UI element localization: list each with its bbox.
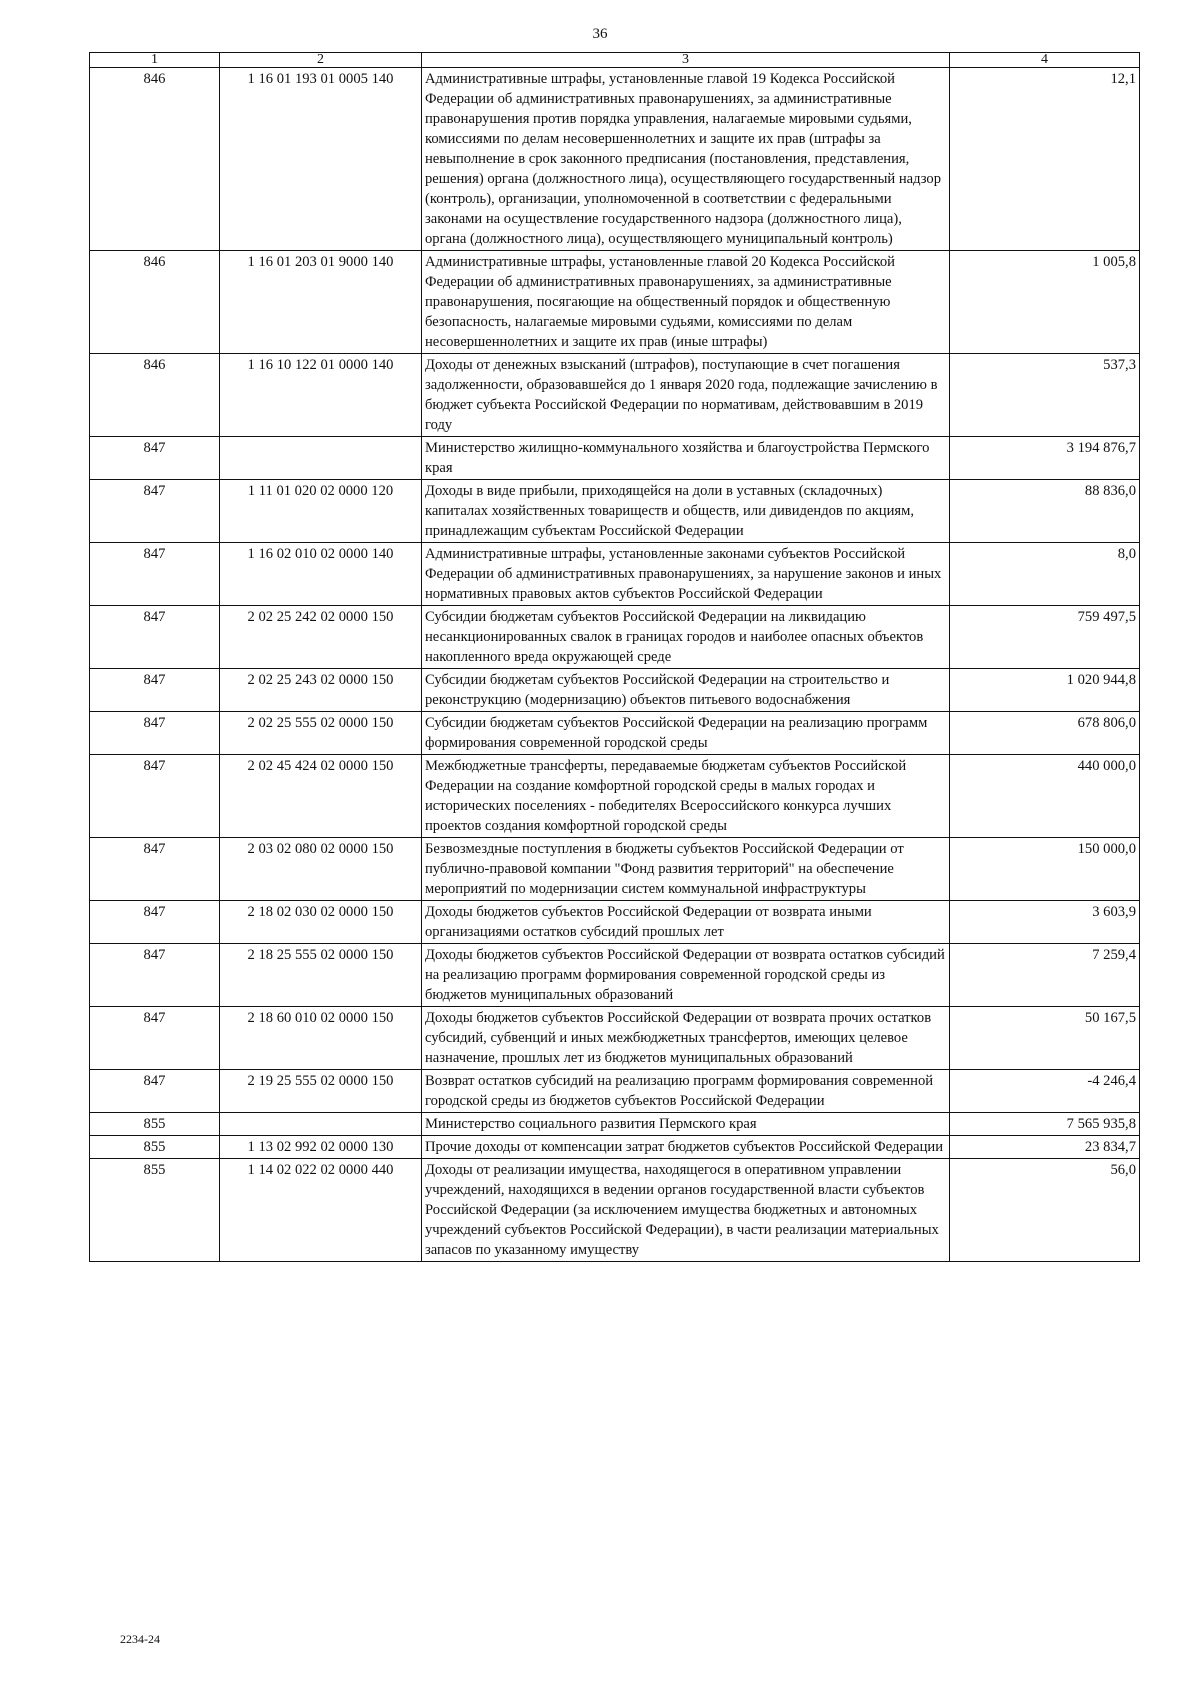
table-row	[90, 1070, 1140, 1113]
table-row	[90, 68, 1140, 251]
table-row	[90, 437, 1140, 480]
revenue-code-cell: 1 16 10 122 01 0000 140	[220, 354, 422, 437]
revenue-name-cell: Безвозмездные поступления в бюджеты субъектов Российской Федерации от публично-правовой компании "Фонд развития территорий" на обеспечение мероприятий по модернизации систем коммунальной инфраструктуры	[422, 838, 950, 901]
amount-cell: 150 000,0	[950, 838, 1140, 901]
admin-code-cell: 847	[90, 944, 220, 1007]
amount-cell: -4 246,4	[950, 1070, 1140, 1113]
table-row	[90, 606, 1140, 669]
revenue-code-cell: 1 16 01 193 01 0005 140	[220, 68, 422, 251]
amount-cell: 8,0	[950, 543, 1140, 606]
revenue-name-cell: Межбюджетные трансферты, передаваемые бюджетам субъектов Российской Федерации на создание комфортной городской среды в малых городах и исторических поселениях - победителях Всероссийского конкурса лучших проектов создания комфортной городской среды	[422, 755, 950, 838]
document-footer-code: 2234-24	[120, 1632, 160, 1646]
amount-cell: 50 167,5	[950, 1007, 1140, 1070]
revenue-name-cell: Доходы бюджетов субъектов Российской Федерации от возврата иными организациями остатков субсидий прошлых лет	[422, 901, 950, 944]
table-row	[90, 755, 1140, 838]
amount-cell: 3 194 876,7	[950, 437, 1140, 480]
revenue-code-cell: 1 16 01 203 01 9000 140	[220, 251, 422, 354]
admin-code-cell: 847	[90, 901, 220, 944]
amount-cell: 3 603,9	[950, 901, 1140, 944]
revenue-name-cell: Доходы бюджетов субъектов Российской Федерации от возврата остатков субсидий на реализацию программ формирования современной городской среды из бюджетов муниципальных образований	[422, 944, 950, 1007]
revenue-code-cell: 2 19 25 555 02 0000 150	[220, 1070, 422, 1113]
table-row	[90, 838, 1140, 901]
table-header-row	[90, 53, 1140, 68]
revenue-name-cell: Административные штрафы, установленные главой 19 Кодекса Российской Федерации об административных правонарушениях, за административные правонарушения против порядка управления, налагаемые мировыми судьями, комиссиями по делам несовершеннолетних и защите их прав (штрафы за невыполнение в срок законного предписания (постановления, представления, решения) органа (должностного лица), осуществляющего государственный надзор (контроль), организации, уполномоченной в соответствии с федеральными законами на осуществление государственного надзора (должностного лица), органа (должностного лица), осуществляющего муниципальный контроль)	[422, 68, 950, 251]
revenue-code-cell: 2 02 25 242 02 0000 150	[220, 606, 422, 669]
revenue-name-cell: Доходы от денежных взысканий (штрафов), поступающие в счет погашения задолженности, образовавшейся до 1 января 2020 года, подлежащие зачислению в бюджет субъекта Российской Федерации по нормативам, действовавшим в 2019 году	[422, 354, 950, 437]
revenue-code-cell: 2 02 45 424 02 0000 150	[220, 755, 422, 838]
revenue-code-cell: 2 03 02 080 02 0000 150	[220, 838, 422, 901]
amount-cell: 759 497,5	[950, 606, 1140, 669]
table-row	[90, 669, 1140, 712]
revenue-code-cell: 2 02 25 555 02 0000 150	[220, 712, 422, 755]
page-number: 36	[592, 26, 608, 42]
revenue-code-cell	[220, 1113, 422, 1136]
admin-code-cell: 847	[90, 543, 220, 606]
column-header-name: 3	[422, 53, 950, 68]
table-row	[90, 543, 1140, 606]
revenue-code-cell: 1 14 02 022 02 0000 440	[220, 1159, 422, 1262]
admin-code-cell: 846	[90, 68, 220, 251]
revenue-name-cell: Прочие доходы от компенсации затрат бюджетов субъектов Российской Федерации	[422, 1136, 950, 1159]
admin-code-cell: 847	[90, 669, 220, 712]
table-body	[90, 68, 1140, 1262]
amount-cell: 56,0	[950, 1159, 1140, 1262]
column-header-admin: 1	[90, 53, 220, 68]
table-row	[90, 1159, 1140, 1262]
admin-code-cell: 847	[90, 480, 220, 543]
table-row	[90, 901, 1140, 944]
revenue-code-cell: 2 18 25 555 02 0000 150	[220, 944, 422, 1007]
revenue-code-cell: 2 02 25 243 02 0000 150	[220, 669, 422, 712]
admin-code-cell: 847	[90, 712, 220, 755]
amount-cell: 537,3	[950, 354, 1140, 437]
admin-code-cell: 847	[90, 437, 220, 480]
revenue-code-cell: 1 13 02 992 02 0000 130	[220, 1136, 422, 1159]
amount-cell: 1 020 944,8	[950, 669, 1140, 712]
revenue-name-cell: Административные штрафы, установленные главой 20 Кодекса Российской Федерации об административных правонарушениях, за административные правонарушения, посягающие на общественный порядок и общественную безопасность, налагаемые мировыми судьями, комиссиями по делам несовершеннолетних и защите их прав (иные штрафы)	[422, 251, 950, 354]
revenue-name-cell: Министерство социального развития Пермского края	[422, 1113, 950, 1136]
admin-code-cell: 846	[90, 354, 220, 437]
revenue-code-cell: 1 16 02 010 02 0000 140	[220, 543, 422, 606]
column-header-amount: 4	[950, 53, 1140, 68]
revenue-code-cell: 2 18 02 030 02 0000 150	[220, 901, 422, 944]
column-header-code: 2	[220, 53, 422, 68]
revenue-code-cell	[220, 437, 422, 480]
revenue-name-cell: Возврат остатков субсидий на реализацию программ формирования современной городской среды из бюджетов субъектов Российской Федерации	[422, 1070, 950, 1113]
admin-code-cell: 847	[90, 838, 220, 901]
amount-cell: 7 259,4	[950, 944, 1140, 1007]
table-row	[90, 712, 1140, 755]
revenue-table	[89, 52, 1140, 1262]
table-row	[90, 480, 1140, 543]
revenue-code-cell: 1 11 01 020 02 0000 120	[220, 480, 422, 543]
revenue-name-cell: Министерство жилищно-коммунального хозяйства и благоустройства Пермского края	[422, 437, 950, 480]
admin-code-cell: 847	[90, 1070, 220, 1113]
admin-code-cell: 855	[90, 1136, 220, 1159]
admin-code-cell: 847	[90, 755, 220, 838]
revenue-name-cell: Субсидии бюджетам субъектов Российской Федерации на реализацию программ формирования современной городской среды	[422, 712, 950, 755]
amount-cell: 1 005,8	[950, 251, 1140, 354]
revenue-name-cell: Субсидии бюджетам субъектов Российской Федерации на строительство и реконструкцию (модернизацию) объектов питьевого водоснабжения	[422, 669, 950, 712]
table-row	[90, 1007, 1140, 1070]
amount-cell: 12,1	[950, 68, 1140, 251]
revenue-name-cell: Административные штрафы, установленные законами субъектов Российской Федерации об административных правонарушениях, за нарушение законов и иных нормативных правовых актов субъектов Российской Федерации	[422, 543, 950, 606]
revenue-code-cell: 2 18 60 010 02 0000 150	[220, 1007, 422, 1070]
table-row	[90, 1136, 1140, 1159]
admin-code-cell: 855	[90, 1113, 220, 1136]
admin-code-cell: 855	[90, 1159, 220, 1262]
table-row	[90, 251, 1140, 354]
revenue-name-cell: Доходы в виде прибыли, приходящейся на доли в уставных (складочных) капиталах хозяйственных товариществ и обществ, или дивидендов по акциям, принадлежащим субъектам Российской Федерации	[422, 480, 950, 543]
revenue-name-cell: Доходы от реализации имущества, находящегося в оперативном управлении учреждений, находящихся в ведении органов государственной власти субъектов Российской Федерации (за исключением имущества бюджетных и автономных учреждений субъектов Российской Федерации), в части реализации материальных запасов по указанному имуществу	[422, 1159, 950, 1262]
table-row	[90, 944, 1140, 1007]
revenue-name-cell: Субсидии бюджетам субъектов Российской Федерации на ликвидацию несанкционированных свалок в границах городов и наиболее опасных объектов накопленного вреда окружающей среде	[422, 606, 950, 669]
table-row	[90, 1113, 1140, 1136]
amount-cell: 7 565 935,8	[950, 1113, 1140, 1136]
amount-cell: 440 000,0	[950, 755, 1140, 838]
admin-code-cell: 847	[90, 1007, 220, 1070]
revenue-name-cell: Доходы бюджетов субъектов Российской Федерации от возврата прочих остатков субсидий, субвенций и иных межбюджетных трансфертов, имеющих целевое назначение, прошлых лет из бюджетов муниципальных образований	[422, 1007, 950, 1070]
amount-cell: 88 836,0	[950, 480, 1140, 543]
admin-code-cell: 846	[90, 251, 220, 354]
table-row	[90, 354, 1140, 437]
amount-cell: 23 834,7	[950, 1136, 1140, 1159]
amount-cell: 678 806,0	[950, 712, 1140, 755]
admin-code-cell: 847	[90, 606, 220, 669]
